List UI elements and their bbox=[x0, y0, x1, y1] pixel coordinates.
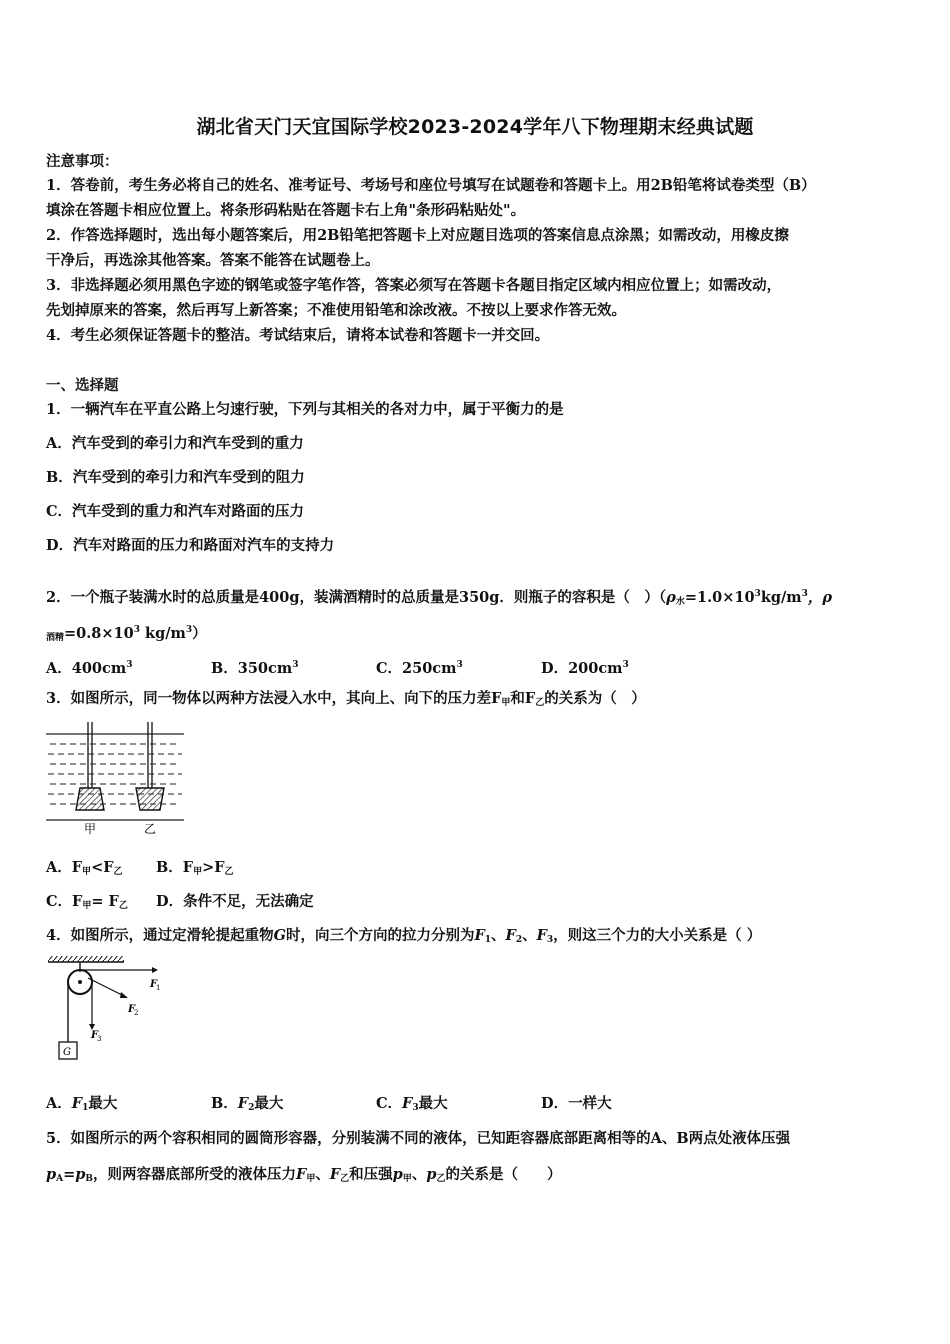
notes-line: 2．作答选择题时，选出每小题答案后，用2B铅笔把答题卡上对应题目选项的答案信息点涂黑；如需改动，用橡皮擦 bbox=[46, 227, 789, 244]
exponent: 3 bbox=[801, 589, 808, 599]
q3-stem-text: 3．如图所示，同一物体以两种方法浸入水中，其向上、向下的压力差F bbox=[46, 690, 502, 707]
q3-option-b bbox=[156, 858, 234, 882]
notes-line: 1．答卷前，考生务必将自己的姓名、准考证号、考场号和座位号填写在试题卷和答题卡上。用2B铅笔将试卷类型（B） bbox=[46, 177, 816, 194]
unit: kg/m bbox=[140, 625, 186, 642]
sub-3: 3 bbox=[412, 1103, 419, 1113]
q2-option-b bbox=[211, 655, 298, 679]
symbol-f: F bbox=[296, 1166, 307, 1183]
q3a-op: <F bbox=[91, 859, 114, 876]
equals: = bbox=[63, 1166, 76, 1183]
symbol-f: F bbox=[237, 1095, 249, 1112]
q3-option-a bbox=[46, 858, 123, 882]
sub-3: 3 bbox=[546, 935, 554, 945]
q4-option-b bbox=[211, 1094, 283, 1118]
symbol-f: F bbox=[329, 1166, 341, 1183]
q5-text-c: 的关系是（ ） bbox=[445, 1166, 562, 1183]
notes-line: 填涂在答题卡相应位置上。将条形码粘贴在答题卡右上角"条形码粘贴处"。 bbox=[46, 202, 526, 219]
f3-sub: 3 bbox=[97, 1035, 102, 1043]
q2-option-b-label: B．350cm bbox=[211, 660, 293, 677]
sub-alcohol: 酒精 bbox=[46, 633, 65, 643]
symbol-p: p bbox=[392, 1166, 403, 1183]
q4-option-c bbox=[376, 1094, 448, 1118]
q1-option-d: D．汽车对路面的压力和路面对汽车的支持力 bbox=[46, 537, 335, 554]
sep: 、 bbox=[522, 927, 537, 944]
notes-line: 3．非选择题必须用黑色字迹的钢笔或签字笔作答，答案必须写在答题卡各题目指定区域内相应位置上；如需改动， bbox=[46, 277, 782, 294]
sub-jia: 甲 bbox=[501, 698, 511, 708]
q5-text-b: 和压强 bbox=[349, 1166, 393, 1183]
q2-stem-text: 2．一个瓶子装满水时的总质量是400g，装满酒精时的总质量是350g．则瓶子的容积是（ ）（ bbox=[46, 589, 667, 606]
question-5-stem: 5．如图所示的两个容积相同的圆筒形容器，分别装满不同的液体，已知距容器底部距离相等的A、B两点处液体压强 bbox=[46, 1130, 791, 1147]
q3-option-c bbox=[46, 892, 128, 916]
f2-arrow bbox=[88, 978, 124, 996]
symbol-f: F bbox=[474, 927, 485, 944]
q3b-op: >F bbox=[202, 859, 225, 876]
close-paren: ） bbox=[192, 625, 207, 642]
weight-label: G bbox=[63, 1047, 71, 1058]
notes-heading: 注意事项： bbox=[46, 153, 119, 170]
q4b-post: 最大 bbox=[254, 1095, 284, 1112]
exponent: 3 bbox=[456, 660, 463, 670]
sub-2: 2 bbox=[248, 1103, 255, 1113]
sub-yi: 乙 bbox=[224, 867, 234, 877]
page-title: 湖北省天门天宜国际学校2023-2024学年八下物理期末经典试题 bbox=[196, 116, 754, 138]
sub-b: B bbox=[85, 1174, 94, 1184]
sep: 、 bbox=[491, 927, 506, 944]
q3b-pre: B．F bbox=[156, 859, 194, 876]
question-5-stem-cont bbox=[46, 1165, 908, 1189]
q3c-pre: C．F bbox=[46, 893, 83, 910]
q2-option-c bbox=[376, 655, 463, 679]
q1-option-b: B．汽车受到的牵引力和汽车受到的阻力 bbox=[46, 469, 305, 486]
sub-2: 2 bbox=[515, 935, 523, 945]
exponent: 3 bbox=[185, 625, 193, 635]
question-1-stem: 1．一辆汽车在平直公路上匀速行驶，下列与其相关的各对力中，属于平衡力的是 bbox=[46, 401, 564, 418]
q5-text-a: ，则两容器底部所受的液体压力 bbox=[93, 1166, 297, 1183]
unit: kg/m bbox=[760, 589, 802, 606]
buoyancy-figure bbox=[44, 720, 189, 838]
q3-stem-end: 的关系为（ ） bbox=[544, 690, 646, 707]
question-3-stem bbox=[46, 689, 908, 713]
object-jia bbox=[76, 788, 104, 810]
symbol-f: F bbox=[505, 927, 516, 944]
sep: 、 bbox=[315, 1166, 330, 1183]
q2-option-a-label: A．400cm bbox=[46, 660, 127, 677]
symbol-g: G bbox=[273, 927, 286, 944]
f2-sub: 2 bbox=[134, 1009, 139, 1017]
q2-option-c-label: C．250cm bbox=[376, 660, 457, 677]
section-heading: 一、选择题 bbox=[46, 377, 119, 394]
pulley-figure bbox=[44, 954, 184, 1066]
f1-sub: 1 bbox=[156, 984, 161, 992]
q2-option-d bbox=[541, 655, 629, 679]
sub-yi: 乙 bbox=[118, 901, 128, 911]
notes-line: 4．考生必须保证答题卡的整洁。考试结束后，请将本试卷和答题卡一并交回。 bbox=[46, 327, 550, 344]
symbol-p: p bbox=[46, 1166, 57, 1183]
q4b-pre: B． bbox=[211, 1095, 238, 1112]
q3-option-d: D．条件不足，无法确定 bbox=[156, 893, 314, 910]
exponent: 3 bbox=[126, 660, 133, 670]
q4-stem-end: ，则这三个力的大小关系是（ ） bbox=[553, 927, 762, 944]
q4a-post: 最大 bbox=[88, 1095, 118, 1112]
q2-option-a bbox=[46, 655, 132, 679]
fig-label-jia: 甲 bbox=[84, 822, 97, 836]
sub-water: 水 bbox=[675, 597, 685, 607]
symbol-p: p bbox=[426, 1166, 437, 1183]
exponent: 3 bbox=[754, 589, 761, 599]
object-yi bbox=[136, 788, 164, 810]
sub-1: 1 bbox=[82, 1103, 89, 1113]
q3c-op: = F bbox=[91, 893, 119, 910]
water-density: =1.0×10 bbox=[684, 589, 755, 606]
f2-label: F bbox=[128, 1004, 136, 1015]
sub-jia: 甲 bbox=[306, 1174, 316, 1184]
sub-1: 1 bbox=[484, 935, 492, 945]
sub-jia: 甲 bbox=[193, 867, 203, 877]
ceiling bbox=[48, 956, 124, 962]
symbol-f: F bbox=[71, 1095, 83, 1112]
notes-line: 先划掉原来的答案，然后再写上新答案；不准使用铅笔和涂改液。不按以上要求作答无效。 bbox=[46, 302, 626, 319]
question-2-stem-cont bbox=[46, 620, 908, 648]
q4-option-d bbox=[541, 1094, 612, 1114]
q2-option-d-label: D．200cm bbox=[541, 660, 623, 677]
exponent: 3 bbox=[292, 660, 299, 670]
q4c-pre: C． bbox=[376, 1095, 403, 1112]
question-4-stem bbox=[46, 926, 908, 950]
q4-option-a bbox=[46, 1094, 117, 1118]
f3-label: F bbox=[91, 1030, 99, 1041]
exponent: 3 bbox=[133, 625, 140, 635]
q4c-post: 最大 bbox=[418, 1095, 448, 1112]
alcohol-density: =0.8×10 bbox=[64, 625, 134, 642]
f1-label: F bbox=[150, 979, 158, 990]
q3-mid: 和F bbox=[510, 690, 536, 707]
q4-stem-text: 4．如图所示，通过定滑轮提起重物 bbox=[46, 927, 274, 944]
symbol-f: F bbox=[402, 1095, 413, 1112]
q1-option-c: C．汽车受到的重力和汽车对路面的压力 bbox=[46, 503, 305, 520]
sub-yi: 乙 bbox=[436, 1174, 446, 1184]
q4-stem-mid: 时，向三个方向的拉力分别为 bbox=[285, 927, 475, 944]
q4a-pre: A． bbox=[46, 1095, 72, 1112]
sub-yi: 乙 bbox=[535, 698, 545, 708]
sub-jia: 甲 bbox=[82, 867, 92, 877]
sub-a: A bbox=[56, 1174, 64, 1184]
q3a-pre: A．F bbox=[46, 859, 83, 876]
sub-jia: 甲 bbox=[402, 1174, 412, 1184]
exponent: 3 bbox=[622, 660, 629, 670]
rho-symbol-2: ，ρ bbox=[807, 589, 833, 606]
sub-jia: 甲 bbox=[82, 901, 92, 911]
symbol-p: p bbox=[75, 1166, 86, 1183]
sub-yi: 乙 bbox=[113, 867, 123, 877]
symbol-f: F bbox=[536, 927, 547, 944]
rho-symbol: ρ bbox=[666, 589, 676, 606]
notes-line: 干净后，再选涂其他答案。答案不能答在试题卷上。 bbox=[46, 252, 380, 269]
fig-label-yi: 乙 bbox=[144, 822, 157, 836]
sub-yi: 乙 bbox=[340, 1174, 350, 1184]
q1-option-a: A．汽车受到的牵引力和汽车受到的重力 bbox=[46, 435, 304, 452]
sep: 、 bbox=[411, 1166, 427, 1183]
q4d-pre: D．一样大 bbox=[541, 1095, 612, 1112]
question-2-stem bbox=[46, 584, 908, 612]
